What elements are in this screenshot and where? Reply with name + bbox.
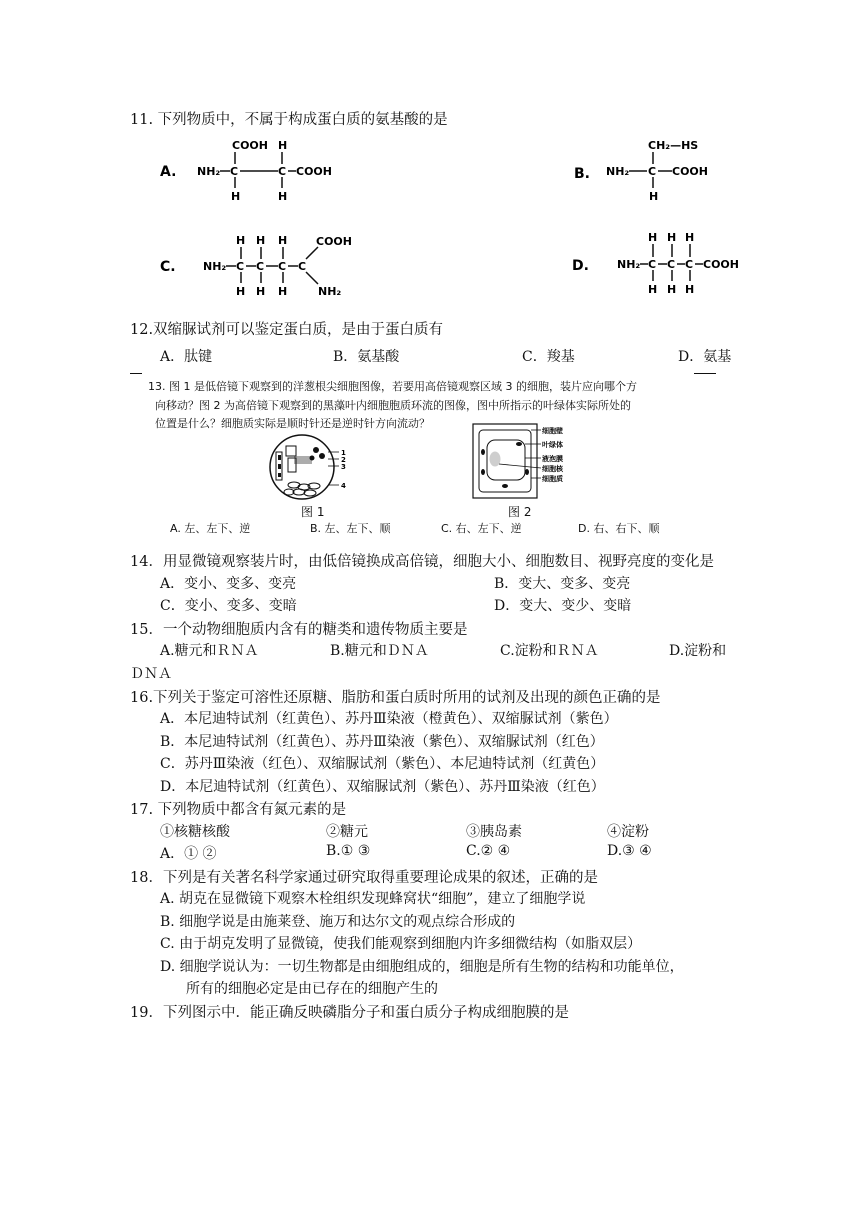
q18-option-b[interactable]: B. 细胞学说是由施莱登、施万和达尔文的观点综合形成的 (160, 914, 516, 930)
q14-stem: 14．用显微镜观察装片时，由低倍镜换成高倍镜，细胞大小、细胞数目、视野亮度的变化是 (130, 554, 714, 570)
svg-text:细胞质: 细胞质 (542, 475, 563, 483)
q15-stem: 15．一个动物细胞质内含有的糖类和遗传物质主要是 (130, 622, 468, 638)
q17-option-d[interactable]: D.③ ④ (607, 843, 652, 859)
q12-option-d[interactable]: D．氨基 (678, 349, 732, 365)
q15-option-a[interactable]: A.糖元和ＲＮＡ (160, 643, 259, 659)
svg-text:H: H (648, 231, 658, 244)
svg-text:C: C (278, 165, 287, 178)
svg-text:COOH: COOH (672, 165, 708, 178)
svg-text:C: C (667, 258, 676, 271)
svg-text:H: H (231, 190, 241, 203)
q11-a-cooh-top: COOH (232, 139, 268, 152)
q17-item-2: ②糖元 (326, 824, 368, 840)
svg-text:4: 4 (341, 482, 346, 490)
svg-text:NH₂: NH₂ (203, 260, 227, 273)
svg-text:H: H (278, 139, 288, 152)
q13-line-2: 向移动？图 2 为高倍镜下观察到的黑藻叶内细胞胞质环流的图像，图中所指示的叶绿体实际所处的 (155, 399, 631, 412)
q13-option-c[interactable]: C. 右、左下、逆 (441, 522, 522, 535)
q12-option-c[interactable]: C．羧基 (522, 349, 575, 365)
q11-b-label: B. (574, 166, 590, 182)
svg-text:细胞壁: 细胞壁 (542, 427, 563, 435)
svg-text:C: C (256, 260, 265, 273)
svg-text:H: H (236, 234, 246, 247)
divider-left (130, 373, 142, 374)
svg-text:C: C (278, 260, 287, 273)
q16-option-d[interactable]: D．本尼迪特试剂（红黄色）、双缩脲试剂（紫色）、苏丹Ⅲ染液（红色） (160, 779, 605, 795)
q15-option-d-wrap: ＤＮＡ (130, 666, 172, 682)
svg-text:H: H (278, 285, 288, 298)
svg-text:H: H (649, 190, 659, 203)
q13-line-3: 位置是什么？细胞质实际是顺时针还是逆时针方向流动？ (155, 417, 430, 430)
svg-text:液泡膜: 液泡膜 (542, 455, 563, 463)
q12-stem: 12.双缩脲试剂可以鉴定蛋白质，是由于蛋白质有 (130, 322, 444, 338)
q11-c-nh2-branch: NH₂ (318, 285, 342, 298)
q13-option-b[interactable]: B. 左、左下、顺 (310, 522, 391, 535)
q18-option-c[interactable]: C. 由于胡克发明了显微镜，使我们能观察到细胞内许多细微结构（如脂双层） (160, 936, 642, 952)
svg-text:H: H (667, 283, 677, 296)
q16-option-a[interactable]: A．本尼迪特试剂（红黄色）、苏丹Ⅲ染液（橙黄色）、双缩脲试剂（紫色） (160, 711, 618, 727)
divider-right (694, 373, 716, 374)
q13-fig2-caption: 图 2 (508, 505, 532, 519)
q16-option-b[interactable]: B．本尼迪特试剂（红黄色）、苏丹Ⅲ染液（紫色）、双缩脲试剂（红色） (160, 734, 604, 750)
q15-option-d[interactable]: D.淀粉和 (669, 643, 727, 659)
q11-a-nh2: NH₂ (197, 165, 221, 178)
q13-figure-2 (465, 422, 575, 502)
q13-option-d[interactable]: D. 右、右下、顺 (578, 522, 660, 535)
svg-text:C: C (230, 165, 239, 178)
q17-item-3: ③胰岛素 (466, 824, 522, 840)
svg-text:2: 2 (341, 456, 346, 464)
q14-option-d[interactable]: D．变大、变少、变暗 (494, 598, 632, 614)
q17-item-4: ④淀粉 (607, 824, 649, 840)
q12-option-b[interactable]: B．氨基酸 (333, 349, 400, 365)
q13-figure-1 (264, 432, 354, 504)
svg-text:COOH: COOH (703, 258, 739, 271)
q16-stem: 16.下列关于鉴定可溶性还原糖、脂肪和蛋白质时所用的试剂及出现的颜色正确的是 (130, 690, 661, 706)
svg-text:H: H (256, 285, 266, 298)
svg-text:H: H (685, 231, 695, 244)
q16-option-c[interactable]: C．苏丹Ⅲ染液（红色）、双缩脲试剂（紫色）、本尼迪特试剂（红黄色） (160, 756, 605, 772)
q17-option-a[interactable]: A．① ② (160, 846, 217, 862)
q14-option-a[interactable]: A．变小、变多、变亮 (160, 576, 297, 592)
q11-structure-d (572, 228, 752, 300)
svg-text:H: H (256, 234, 266, 247)
svg-text:H: H (685, 283, 695, 296)
q12-option-a[interactable]: A．肽键 (160, 349, 213, 365)
q13-option-a[interactable]: A. 左、左下、逆 (170, 522, 251, 535)
q11-c-cooh: COOH (316, 235, 352, 248)
svg-text:H: H (667, 231, 677, 244)
q11-structure-c (160, 232, 360, 302)
q15-option-b[interactable]: B.糖元和ＤＮＡ (330, 643, 429, 659)
q14-option-c[interactable]: C．变小、变多、变暗 (160, 598, 297, 614)
svg-text:NH₂: NH₂ (617, 258, 641, 271)
q13-fig1-caption: 图 1 (301, 505, 325, 519)
svg-text:NH₂: NH₂ (606, 165, 630, 178)
svg-text:H: H (278, 234, 288, 247)
q17-item-1: ①核糖核酸 (160, 824, 230, 840)
svg-text:C: C (236, 260, 245, 273)
svg-text:叶绿体: 叶绿体 (542, 441, 563, 449)
q17-stem: 17. 下列物质中都含有氮元素的是 (130, 802, 347, 818)
q15-option-c[interactable]: C.淀粉和ＲＮＡ (500, 643, 599, 659)
q13-line-1: 13. 图 1 是低倍镜下观察到的洋葱根尖细胞图像，若要用高倍镜观察区域 3 的细胞，装片应向哪个方 (148, 380, 637, 393)
svg-text:H: H (278, 190, 288, 203)
svg-text:C: C (648, 165, 657, 178)
q18-option-d-cont: 所有的细胞必定是由已存在的细胞产生的 (186, 981, 438, 997)
q11-d-label: D. (572, 258, 589, 274)
svg-text:1: 1 (341, 449, 346, 457)
q17-option-c[interactable]: C.② ④ (466, 843, 511, 859)
q18-option-d[interactable]: D. 细胞学说认为：一切生物都是由细胞组成的，细胞是所有生物的结构和功能单位， (160, 959, 684, 975)
q11-a-label: A. (160, 164, 177, 180)
svg-text:H: H (236, 285, 246, 298)
q14-option-b[interactable]: B．变大、变多、变亮 (494, 576, 631, 592)
q11-structure-a (160, 138, 350, 208)
q11-a-cooh-right: COOH (296, 165, 332, 178)
svg-text:C: C (685, 258, 694, 271)
q11-stem: 11. 下列物质中，不属于构成蛋白质的氨基酸的是 (130, 112, 448, 128)
q18-option-a[interactable]: A. 胡克在显微镜下观察木栓组织发现蜂窝状“细胞”，建立了细胞学说 (160, 891, 586, 907)
q18-stem: 18．下列是有关著名科学家通过研究取得重要理论成果的叙述，正确的是 (130, 870, 598, 886)
q11-b-ch2hs: CH₂—HS (648, 139, 699, 152)
svg-text:H: H (648, 283, 658, 296)
q19-stem: 19．下列图示中．能正确反映磷脂分子和蛋白质分子构成细胞膜的是 (130, 1005, 569, 1021)
svg-text:3: 3 (341, 463, 346, 471)
q17-option-b[interactable]: B.① ③ (326, 843, 371, 859)
svg-text:细胞核: 细胞核 (542, 465, 563, 473)
svg-text:C: C (648, 258, 657, 271)
svg-text:C: C (298, 260, 307, 273)
q11-structure-b (574, 138, 734, 208)
q11-c-label: C. (160, 259, 176, 275)
